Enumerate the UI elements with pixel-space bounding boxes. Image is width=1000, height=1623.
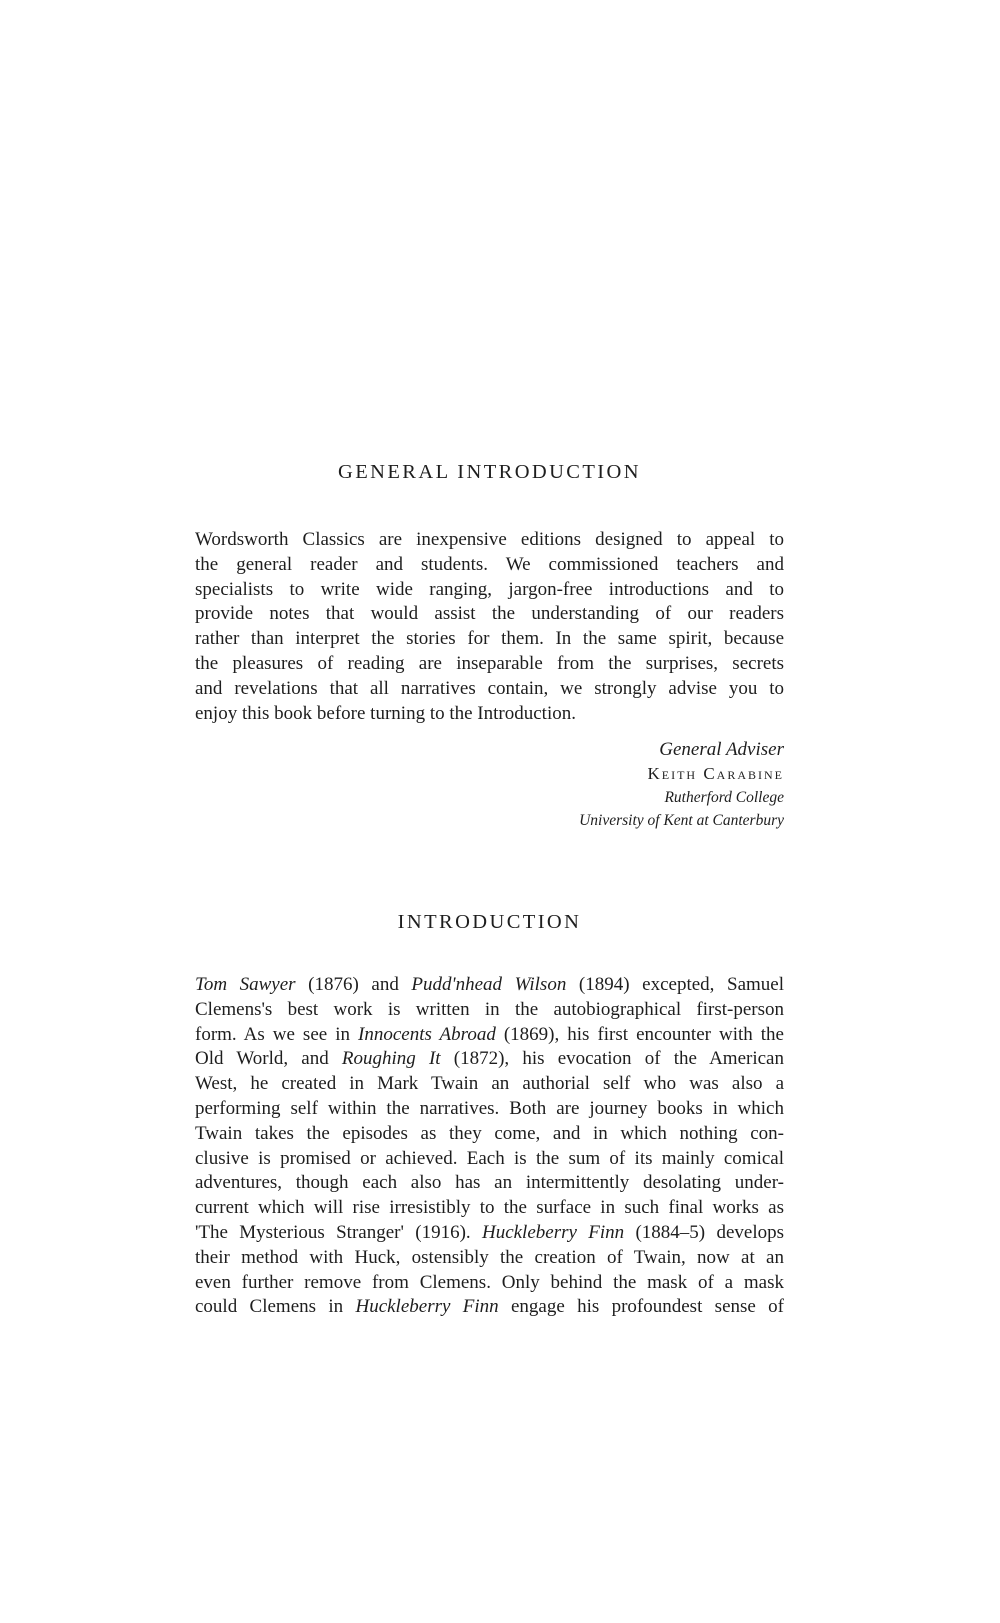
adviser-college: Rutherford College bbox=[664, 789, 784, 806]
paragraph-line: enjoy this book before turning to the Introduction. bbox=[195, 702, 576, 724]
italic-title: Huckleberry Finn bbox=[481, 1221, 625, 1243]
paragraph-line: provide notes that would assist the understanding of our readers bbox=[195, 603, 784, 625]
text-run: (1894) excepted, Samuel bbox=[566, 974, 784, 995]
paragraph-line bbox=[195, 1097, 784, 1122]
text-run: even further remove from Clemens. Only behind the mask of a mask bbox=[195, 1271, 784, 1293]
paragraph-line: the pleasures of reading are inseparable from the surprises, secrets bbox=[195, 652, 784, 674]
text-run: (1876) and bbox=[295, 974, 412, 995]
paragraph-line bbox=[195, 998, 784, 1023]
italic-title: Roughing It bbox=[341, 1048, 441, 1070]
paragraph-line bbox=[195, 1122, 784, 1147]
book-page bbox=[195, 0, 784, 1623]
text-run: adventures, though each also has an intermittently desolating under- bbox=[195, 1172, 784, 1194]
text-run: their method with Huck, ostensibly the creation of Twain, now at an bbox=[195, 1246, 784, 1268]
paragraph-line bbox=[195, 1295, 784, 1320]
adviser-name: Keith Carabine bbox=[647, 764, 784, 783]
paragraph-line bbox=[195, 973, 784, 998]
text-run: (1884–5) develops bbox=[624, 1221, 784, 1243]
general-introduction-heading: GENERAL INTRODUCTION bbox=[338, 461, 641, 483]
italic-title: Pudd'nhead Wilson bbox=[411, 974, 567, 995]
paragraph-line bbox=[195, 1221, 784, 1246]
introduction-paragraph bbox=[195, 973, 784, 1320]
text-run: Old World, and bbox=[195, 1048, 342, 1070]
text-run: could Clemens in bbox=[195, 1296, 356, 1318]
text-run: engage his profoundest sense of bbox=[498, 1296, 784, 1318]
introduction-heading: INTRODUCTION bbox=[397, 911, 582, 933]
paragraph-line: rather than interpret the stories for them. In the same spirit, because bbox=[195, 628, 784, 650]
italic-title: Innocents Abroad bbox=[358, 1023, 496, 1045]
text-run: (1869), his first encounter with the bbox=[495, 1023, 784, 1045]
paragraph-line bbox=[195, 1196, 784, 1221]
general-introduction-paragraph bbox=[195, 528, 784, 726]
paragraph-line bbox=[195, 1047, 784, 1072]
paragraph-line bbox=[195, 1171, 784, 1196]
paragraph-line bbox=[195, 1246, 784, 1271]
paragraph-line bbox=[195, 1023, 784, 1048]
text-run: current which will rise irresistibly to the surface in such final works as bbox=[195, 1197, 784, 1219]
text-run: Clemens's best work is written in the autobiographical first-person bbox=[195, 998, 784, 1020]
text-run: clusive is promised or achieved. Each is the sum of its mainly comical bbox=[195, 1147, 784, 1169]
paragraph-line: and revelations that all narratives contain, we strongly advise you to bbox=[195, 677, 784, 699]
adviser-university: University of Kent at Canterbury bbox=[579, 812, 784, 829]
italic-title: Huckleberry Finn bbox=[355, 1296, 499, 1318]
paragraph-line: Wordsworth Classics are inexpensive editions designed to appeal to bbox=[195, 529, 784, 550]
adviser-signature bbox=[579, 738, 784, 832]
paragraph-line bbox=[195, 1072, 784, 1097]
text-run: performing self within the narratives. Both are journey books in which bbox=[195, 1097, 784, 1119]
paragraph-line: specialists to write wide ranging, jargon-free introductions and to bbox=[195, 578, 784, 600]
adviser-role: General Adviser bbox=[659, 739, 784, 760]
italic-title: Tom Sawyer bbox=[195, 974, 296, 995]
text-run: 'The Mysterious Stranger' (1916). bbox=[195, 1221, 482, 1243]
text-run: form. As we see in bbox=[195, 1023, 358, 1045]
text-run: West, he created in Mark Twain an authorial self who was also a bbox=[195, 1073, 784, 1095]
paragraph-line: the general reader and students. We commissioned teachers and bbox=[195, 553, 784, 575]
text-run: (1872), his evocation of the American bbox=[440, 1048, 784, 1070]
text-run: Twain takes the episodes as they come, and in which nothing con- bbox=[195, 1122, 784, 1144]
paragraph-line bbox=[195, 1271, 784, 1296]
paragraph-line bbox=[195, 1147, 784, 1172]
